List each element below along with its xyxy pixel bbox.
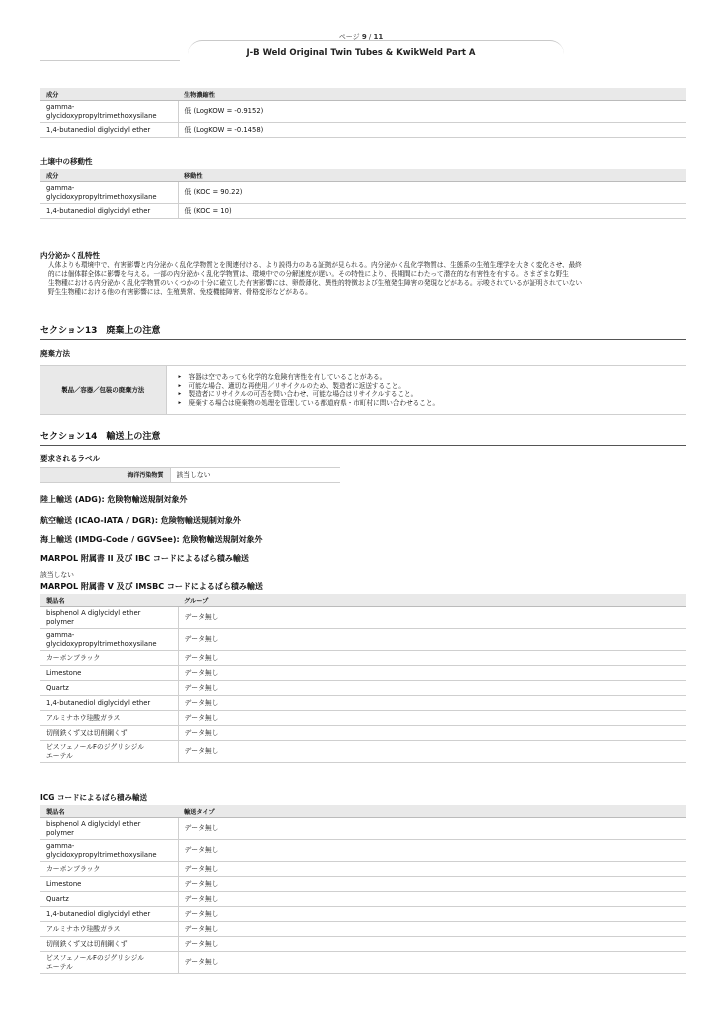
disposal-table [40, 365, 686, 415]
cell-name: bisphenol A diglycidyl ether polymer [40, 818, 178, 840]
cell-name: Quartz [40, 892, 178, 907]
marine-pollutant-table [40, 467, 340, 483]
table-row [40, 204, 686, 219]
cell-value: データ無し [178, 922, 686, 937]
paragraph-line: 的には個体群全体に影響を与える。一部の内分泌かく乱化学物質は、環境中での分解速度が遅い。その特性により、長期間にわたって潜在的な有害性を有する。さまざまな野生 [48, 270, 569, 278]
cell-value: データ無し [178, 666, 686, 681]
cell-value: データ無し [178, 892, 686, 907]
soil-mobility-table [40, 169, 686, 219]
table-row [40, 101, 686, 123]
cell-name: 切削鉄くず又は切削鋼くず [40, 937, 178, 952]
required-labels-heading: 要求されるラベル [40, 454, 100, 463]
cell-value: データ無し [178, 607, 686, 629]
cell-name: gamma- glycidoxypropyltrimethoxysilane [40, 182, 178, 204]
bioaccumulation-table [40, 88, 686, 138]
list-item: ▸ 容器は空であっても化学的な危険有害性を有していることがある。 [179, 373, 681, 382]
col-header-bioaccumulation: 生物濃縮性 [178, 88, 686, 101]
cell-value: 低 (KOC = 90.22) [178, 182, 686, 204]
cell-value: データ無し [178, 711, 686, 726]
table-row [40, 840, 686, 862]
cell-name: カーボンブラック [40, 651, 178, 666]
cell-name: カーボンブラック [40, 862, 178, 877]
cell-value: 低 (KOC = 10) [178, 204, 686, 219]
list-item: ▸ 可能な場合、適切な再使用／リサイクルのため、製造者に返送すること。 [179, 382, 681, 391]
cell-value: データ無し [178, 726, 686, 741]
cell-name: bisphenol A diglycidyl ether polymer [40, 607, 178, 629]
list-item: ▸ 廃棄する場合は廃棄物の処理を管理している都道府県・市町村に問い合わせること。 [179, 399, 681, 408]
cell-name: Limestone [40, 877, 178, 892]
cell-name: アルミナホウ珪酸ガラス [40, 711, 178, 726]
cell-name: 1,4-butanediol diglycidyl ether [40, 204, 178, 219]
icg-heading: ICG コードによるばら積み輸送 [40, 793, 148, 802]
cell-name: 1,4-butanediol diglycidyl ether [40, 123, 178, 138]
table-row [40, 862, 686, 877]
page-number: ページ 9 / 11 [338, 33, 384, 41]
cell-name: gamma- glycidoxypropyltrimethoxysilane [40, 629, 178, 651]
endocrine-paragraph [40, 261, 686, 297]
cell-value: データ無し [178, 651, 686, 666]
section-14-title: セクション14 輸送上の注意 [40, 429, 686, 446]
cell-name: gamma- glycidoxypropyltrimethoxysilane [40, 840, 178, 862]
table-row [40, 696, 686, 711]
cell-value: データ無し [178, 840, 686, 862]
table-row [40, 907, 686, 922]
table-row [40, 123, 686, 138]
cell-value: データ無し [178, 681, 686, 696]
cell-name: gamma- glycidoxypropyltrimethoxysilane [40, 101, 178, 123]
table-row [40, 952, 686, 974]
cell-name: 1,4-butanediol diglycidyl ether [40, 907, 178, 922]
paragraph-line: 生物種における内分泌かく乱化学物質のいくつかの十分に確立した有害影響には、卵殻薄化、異性的特徴および生殖発生障害の発現などがある。示唆されているが証明されていない [48, 279, 583, 287]
table-row [40, 651, 686, 666]
cell-value: データ無し [178, 741, 686, 763]
table-row [40, 629, 686, 651]
endocrine-heading: 内分泌かく乱特性 [40, 251, 100, 260]
disposal-list [179, 373, 681, 407]
disposal-method-heading: 廃棄方法 [40, 349, 70, 358]
marine-pollutant-label: 海洋汚染物質 [40, 468, 170, 483]
disposal-label: 製品／容器／包装の廃棄方法 [40, 366, 166, 415]
table-row [40, 607, 686, 629]
col-header-component: 成分 [40, 169, 178, 182]
document-title: J-B Weld Original Twin Tubes & KwikWeld Part A [246, 48, 476, 58]
cell-name: Quartz [40, 681, 178, 696]
cell-value: 低 (LogKOW = -0.1458) [178, 123, 686, 138]
table-row [40, 877, 686, 892]
col-header-transport-type: 輸送タイプ [178, 805, 686, 818]
col-header-group: グループ [178, 594, 686, 607]
col-header-component: 成分 [40, 88, 178, 101]
table-row [40, 726, 686, 741]
marpol5-table [40, 594, 686, 763]
cell-name: ビスフェノールFのジグリシジル エーテル [40, 952, 178, 974]
table-row [40, 922, 686, 937]
table-row [40, 681, 686, 696]
table-row [40, 892, 686, 907]
list-item: ▸ 製造者にリサイクルの可否を問い合わせ、可能な場合はリサイクルすること。 [179, 390, 681, 399]
cell-value: データ無し [178, 937, 686, 952]
cell-value: データ無し [178, 862, 686, 877]
cell-value: データ無し [178, 818, 686, 840]
cell-name: アルミナホウ珪酸ガラス [40, 922, 178, 937]
adg-transport: 陸上輸送 (ADG): 危険物輸送規制対象外 [40, 495, 188, 504]
paragraph-line: 人体よりも環境中で、有害影響と内分泌かく乱化学物質とを関連付ける、より説得力のある証拠が見られる。内分泌かく乱化学物質は、生態系の生殖生理学を大きく変化させ、最終 [48, 261, 582, 269]
table-row [40, 711, 686, 726]
table-row [40, 182, 686, 204]
col-header-mobility: 移動性 [178, 169, 686, 182]
table-row [40, 937, 686, 952]
imdg-transport: 海上輸送 (IMDG-Code / GGVSee): 危険物輸送規制対象外 [40, 535, 263, 544]
table-row [40, 741, 686, 763]
cell-value: データ無し [178, 877, 686, 892]
col-header-product: 製品名 [40, 805, 178, 818]
icao-transport: 航空輸送 (ICAO-IATA / DGR): 危険物輸送規制対象外 [40, 516, 241, 525]
marpol5-heading: MARPOL 附属書 V 及び IMSBC コードによるばら積み輸送 [40, 582, 263, 591]
cell-name: 1,4-butanediol diglycidyl ether [40, 696, 178, 711]
cell-value: データ無し [178, 952, 686, 974]
table-row [40, 818, 686, 840]
marpol2-value: 該当しない [40, 571, 74, 579]
cell-name: Limestone [40, 666, 178, 681]
cell-name: ビスフェノールFのジグリシジル エーテル [40, 741, 178, 763]
cell-value: 低 (LogKOW = -0.9152) [178, 101, 686, 123]
table-row [40, 666, 686, 681]
icg-table [40, 805, 686, 974]
section-13-title: セクション13 廃棄上の注意 [40, 323, 686, 340]
header-left-rule [40, 60, 180, 61]
cell-value: データ無し [178, 696, 686, 711]
cell-value: データ無し [178, 629, 686, 651]
marpol2-heading: MARPOL 附属書 II 及び IBC コードによるばら積み輸送 [40, 554, 249, 563]
paragraph-line: 野生生物種における他の有害影響には、生殖異常、免疫機能障害、骨格変形などがある。 [48, 288, 312, 296]
cell-value: データ無し [178, 907, 686, 922]
soil-mobility-heading: 土壌中の移動性 [40, 157, 93, 166]
cell-name: 切削鉄くず又は切削鋼くず [40, 726, 178, 741]
marine-pollutant-value: 該当しない [170, 468, 340, 483]
col-header-product: 製品名 [40, 594, 178, 607]
